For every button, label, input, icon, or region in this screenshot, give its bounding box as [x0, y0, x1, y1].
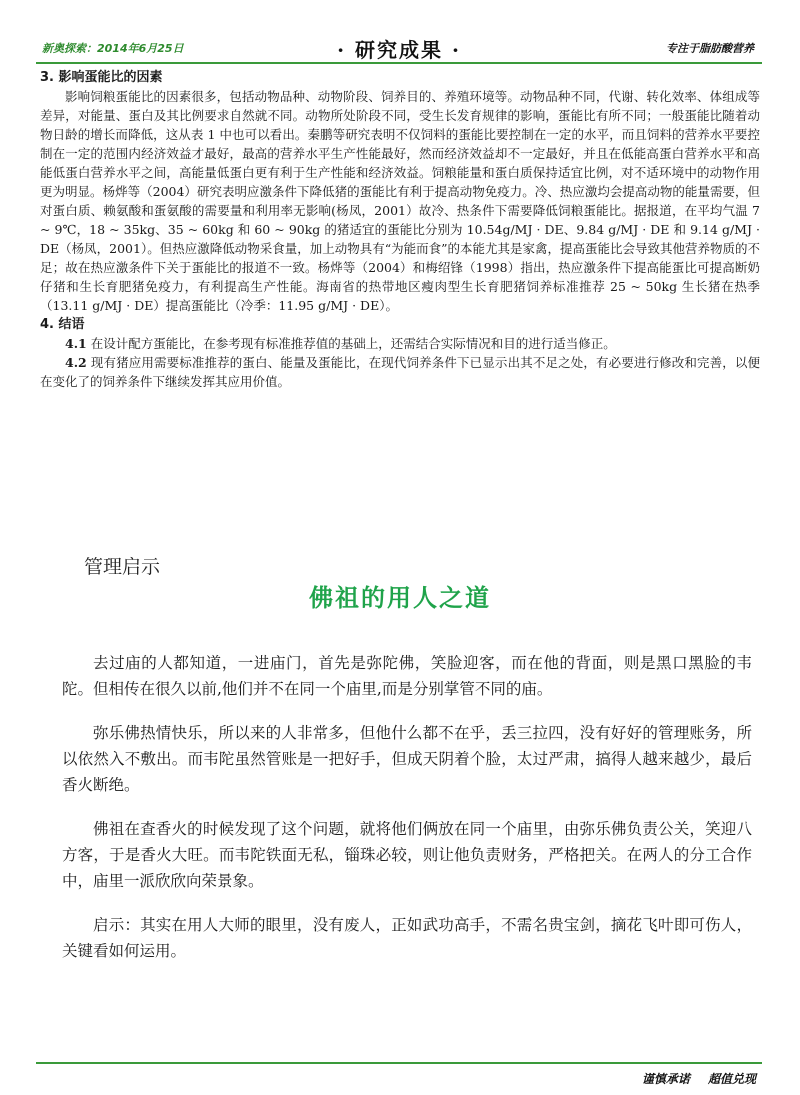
story-paragraph: 启示：其实在用人大师的眼里，没有废人，正如武功高手，不需名贵宝剑，摘花飞叶即可伤人，关键看如何运用。: [62, 916, 752, 960]
story-body: [62, 650, 752, 982]
footer-divider: [36, 1062, 762, 1064]
page-header: [36, 34, 762, 64]
footer-motto: 谨慎承诺 超值兑现: [641, 1072, 756, 1086]
story-paragraph: 佛祖在查香火的时候发现了这个问题，就将他们俩放在同一个庙里，由弥乐佛负责公关，笑迎八方客，于是香火大旺。而韦陀铁面无私，锱珠必较，则让他负责财务，严格把关。在两人的分工合作中，庙里一派欣欣向荣景象。: [62, 820, 752, 890]
section-3-heading: 3. 影响蛋能比的因素: [40, 70, 163, 85]
paragraph-4-1-text: 在设计配方蛋能比，在参考现有标准推荐值的基础上，还需结合实际情况和目的进行适当修正。: [90, 336, 616, 351]
header-date: 新奥探索：2014年6月25日: [42, 42, 184, 55]
paragraph-4-1-number: 4.1: [65, 336, 87, 351]
header-divider: [36, 62, 762, 64]
paragraph-4-1: [40, 334, 760, 353]
management-section-label: 管理启示: [84, 556, 161, 578]
story-paragraph: 弥乐佛热情快乐，所以来的人非常多，但他什么都不在乎，丢三拉四，没有好好的管理账务，所以依然入不敷出。而韦陀虽然管账是一把好手，但成天阴着个脸，太过严肃，搞得人越来越少，最后香火断绝。: [62, 724, 752, 794]
story-title: 佛祖的用人之道: [309, 584, 491, 612]
section-3-paragraph: 影响饲粮蛋能比的因素很多，包括动物品种、动物阶段、饲养目的、养殖环境等。动物品种不同，代谢、转化效率、体组成等差异，对能量、蛋白及其比例要求自然就不同。动物所处阶段不同，受生长发育规律的影响，蛋能比有所不同；一般蛋能比随着动物日龄的增长而降低，这从表 1 中也可以看出。秦鹏等研究表明不仅饲料的蛋能比要控制在一定的水平，而且饲料的营养水平要控制在一定的范围内经济效益才最好，最高的营养水平生产性能最好，然而经济效益却不一定最好，并且在低能高蛋白营养水平和高能低蛋白营养水平之间，高能量低蛋白更有利于生产性能和经济效益。饲粮能量和蛋白质保持适宜比例，对不适环境中的动物作用更为明显。杨烨等（2004）研究表明应激条件下降低猪的蛋能比有利于提高动物免疫力。冷、热应激均会提高动物的能量需要，但对蛋白质、赖氨酸和蛋氨酸的需要量和利用率无影响(杨凤，2001）故冷、热条件下需要降低饲粮蛋能比。据报道，在平均气温 7 ~ 9℃，18 ~ 35kg、35 ~ 60kg 和 60 ~ 90kg 的猪适宜的蛋能比分别为 10.54g/MJ · DE、9.84 g/MJ · DE 和 9.14 g/MJ · DE（杨凤，2001）。但热应激降低动物采食量，加上动物具有“为能而食”的本能尤其是家禽，提高蛋能比会导致其他营养物质的不足；故在热应激条件下关于蛋能比的报道不一致。杨烨等（2004）和梅绍锋（1998）指出，热应激条件下提高能蛋比可提高断奶仔猪和生长育肥猪免疫力，有利提高生产性能。海南省的热带地区瘦肉型生长育肥猪饲养标准推荐 25 ~ 50kg 生长猪在热季（13.11 g/MJ · DE）提高蛋能比（冷季：11.95 g/MJ · DE）。: [40, 89, 760, 313]
paragraph-4-2: [40, 353, 760, 391]
article-body: [40, 68, 760, 391]
paragraph-4-2-number: 4.2: [65, 355, 87, 370]
paragraph-4-2-text: 现有猪应用需要标准推荐的蛋白、能量及蛋能比，在现代饲养条件下已显示出其不足之处，有必要进行修改和完善，以便在变化了的饲养条件下继续发挥其应用价值。: [40, 355, 760, 389]
header-section-title: · 研究成果 ·: [337, 38, 461, 62]
section-4-heading: 4. 结语: [40, 317, 85, 332]
story-paragraph: 去过庙的人都知道，一进庙门，首先是弥陀佛，笑脸迎客，而在他的背面，则是黑口黑脸的韦陀。但相传在很久以前,他们并不在同一个庙里,而是分别掌管不同的庙。: [62, 654, 752, 698]
header-tagline: 专注于脂肪酸营养: [666, 42, 754, 55]
